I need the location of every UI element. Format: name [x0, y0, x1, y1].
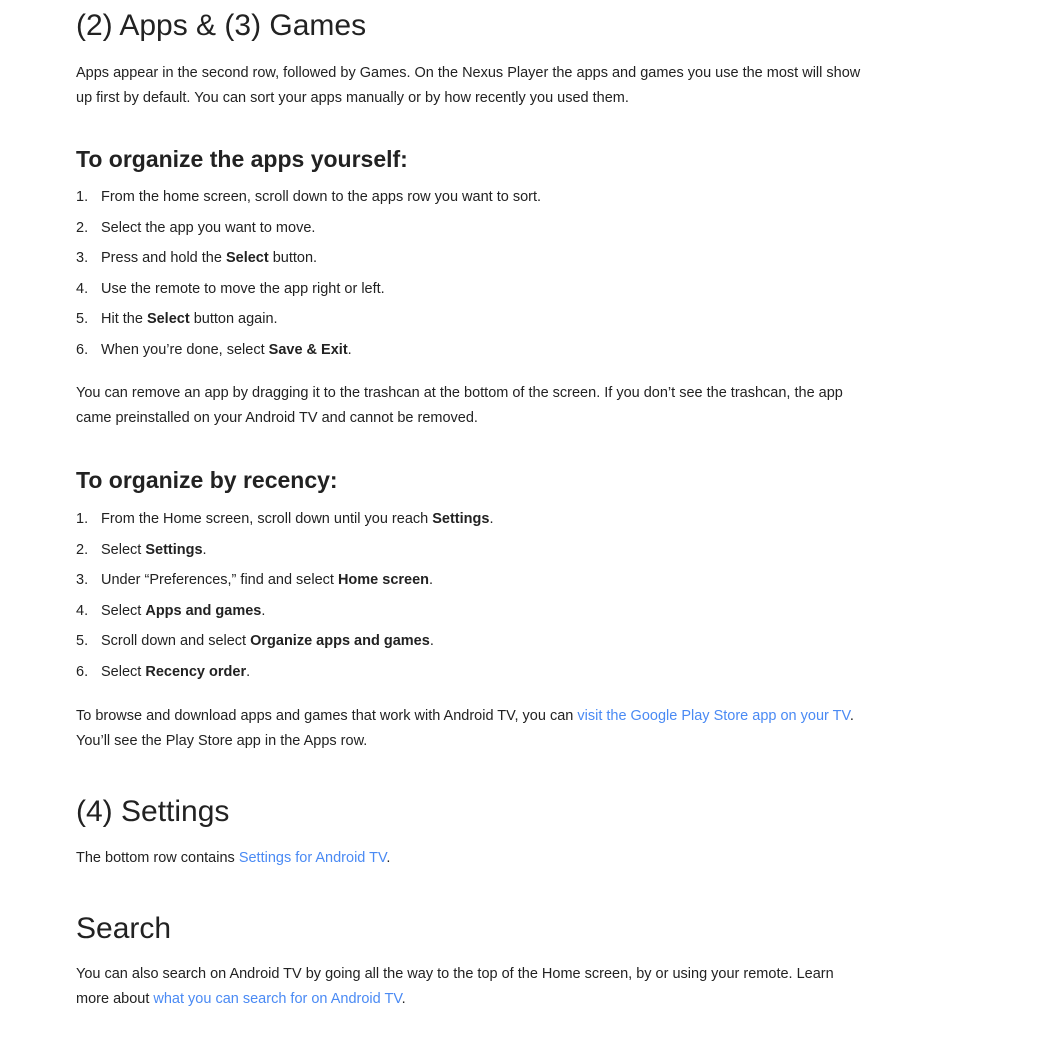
step-text: Select [101, 541, 146, 558]
step-text: Press and hold the [101, 250, 226, 266]
step-text-after: button again. [189, 311, 278, 327]
settings-text: The bottom row contains [76, 850, 239, 866]
step-text-after: . [202, 541, 207, 558]
settings-paragraph [76, 846, 390, 871]
remove-note-line: You can remove an app by dragging it to the trashcan at the bottom of the screen. If you don’t see the trashcan, the app [76, 385, 843, 401]
step-bold-term: Organize apps and games [250, 633, 430, 649]
step-number: 4. [76, 602, 89, 619]
apps-intro-paragraph [76, 61, 860, 111]
step-text: Select [101, 663, 146, 680]
step-text: Under “Preferences,” find and select [101, 572, 338, 588]
play-store-link[interactable]: visit the Google Play Store app on your TV [577, 708, 850, 724]
step-number: 3. [76, 572, 89, 588]
list-item [76, 278, 541, 309]
section-title-settings: (4) Settings [76, 795, 230, 828]
apps-intro-line: Apps appear in the second row, followed by Games. On the Nexus Player the apps and games you use the most will show [76, 65, 861, 81]
section-title-search: Search [76, 912, 172, 945]
list-item [76, 217, 541, 248]
step-text: From the Home screen, scroll down until you reach [101, 511, 433, 527]
search-text-after: . [401, 991, 406, 1007]
step-text-after: . [261, 602, 266, 619]
step-text: Use the remote to move the app right or left. [101, 280, 385, 297]
step-text: Hit the [101, 311, 147, 327]
search-help-link[interactable]: what you can search for on Android TV [153, 991, 402, 1007]
browse-text-after: . [849, 708, 854, 724]
step-bold-term: Settings [432, 511, 490, 527]
remove-note-line: came preinstalled on your Android TV and cannot be removed. [76, 410, 478, 426]
step-text: Select [101, 602, 146, 619]
list-item [76, 186, 541, 217]
list-item [76, 508, 493, 539]
step-bold-term: Settings [145, 541, 203, 558]
step-bold-term: Apps and games [145, 602, 262, 619]
step-bold-term: Save & Exit [268, 341, 348, 358]
settings-line [76, 846, 390, 871]
step-number: 4. [76, 280, 89, 297]
organize-recency-steps [76, 508, 493, 691]
list-item [76, 539, 493, 570]
section-title-apps-games: (2) Apps & (3) Games [76, 9, 367, 42]
step-text-after: button. [268, 250, 318, 266]
step-number: 6. [76, 663, 89, 680]
step-text: From the home screen, scroll down to the apps row you want to sort. [101, 189, 542, 205]
remove-app-note [76, 381, 843, 431]
list-item [76, 339, 541, 370]
step-bold-term: Home screen [337, 572, 430, 588]
settings-text-after: . [386, 850, 391, 866]
step-bold-term: Select [225, 250, 269, 266]
list-item [76, 247, 541, 278]
list-item [76, 600, 493, 631]
step-text-after: . [246, 663, 251, 680]
step-bold-term: Recency order [145, 663, 247, 680]
search-line: You can also search on Android TV by going all the way to the top of the Home screen, by or using your remote. Learn [76, 966, 834, 982]
step-number: 5. [76, 633, 89, 649]
browse-text: To browse and download apps and games that work with Android TV, you can [76, 708, 578, 724]
list-item [76, 661, 493, 692]
step-text-after: . [489, 511, 494, 527]
step-text: Scroll down and select [101, 633, 251, 649]
step-number: 5. [76, 311, 89, 327]
apps-intro-line: up first by default. You can sort your apps manually or by how recently you used them. [76, 90, 629, 106]
step-number: 1. [76, 511, 89, 527]
step-number: 1. [76, 189, 89, 205]
search-text: more about [76, 991, 154, 1007]
heading-organize-yourself: To organize the apps yourself: [76, 146, 408, 172]
step-number: 2. [76, 219, 89, 236]
list-item [76, 630, 493, 661]
list-item [76, 308, 541, 339]
browse-note-line: You’ll see the Play Store app in the Apps row. [76, 733, 368, 749]
step-number: 3. [76, 250, 89, 266]
step-text-after: . [429, 572, 434, 588]
step-number: 2. [76, 541, 89, 558]
step-text-after: . [429, 633, 434, 649]
step-text: Select the app you want to move. [101, 219, 316, 236]
step-text-after: . [347, 341, 352, 358]
search-line [76, 987, 834, 1012]
settings-for-android-tv-link[interactable]: Settings for Android TV [238, 850, 387, 866]
browse-note-line [76, 704, 854, 729]
search-paragraph [76, 962, 834, 1012]
browse-apps-note [76, 704, 854, 754]
step-bold-term: Select [146, 311, 190, 327]
organize-yourself-steps [76, 186, 541, 369]
list-item [76, 569, 493, 600]
step-number: 6. [76, 341, 89, 358]
heading-organize-recency: To organize by recency: [76, 467, 338, 493]
step-text: When you’re done, select [101, 341, 269, 358]
